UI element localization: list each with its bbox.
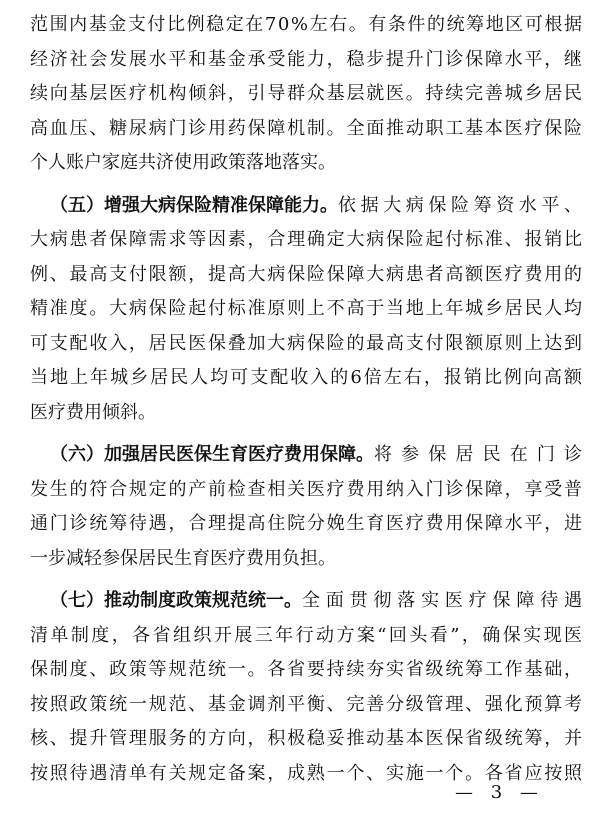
line-text: 通门诊统筹待遇，合理提高住院分娩生育医疗费用保障水平，进 <box>30 513 584 534</box>
body-line <box>0 722 615 756</box>
body-line <box>0 8 615 42</box>
body-line <box>0 327 615 361</box>
line-text: 精准度。大病保险起付标准原则上不高于当地上年城乡居民人均 <box>30 298 584 319</box>
line-text: 例、最高支付限额，提高大病保险保障大病患者高额医疗费用的 <box>30 263 584 285</box>
body-line <box>0 438 615 472</box>
line-text: 可支配收入，居民医保叠加大病保险的最高支付限额原则上达到 <box>30 332 584 354</box>
body-line <box>0 542 615 576</box>
line-text: 按照政策统一规范、基金调剂平衡、完善分级管理、强化预算考 <box>30 693 584 715</box>
section-heading: （七）推动制度政策规范统一。 <box>50 590 302 611</box>
line-text: 范围内基金支付比例稳定在70%左右。有条件的统筹地区可根据 <box>30 14 584 35</box>
body-line <box>0 112 615 146</box>
body-line <box>0 619 615 653</box>
line-text: 依据大病保险筹资水平、 <box>338 194 587 216</box>
line-text: 核、提升管理服务的方向，积极稳妥推动基本医保省级统筹，并 <box>30 728 584 749</box>
body-line <box>0 258 615 292</box>
body-line <box>0 43 615 77</box>
line-text: 经济社会发展水平和基金承受能力，稳步提升门诊保障水平，继 <box>30 48 584 70</box>
line-text: 高血压、糖尿病门诊用药保障机制。全面推动职工基本医疗保险 <box>30 117 584 139</box>
line-text: 全面贯彻落实医疗保障待遇 <box>302 590 588 611</box>
line-text: 续向基层医疗机构倾斜，引导群众基层就医。持续完善城乡居民 <box>30 83 584 104</box>
body-line <box>0 77 615 111</box>
line-text: 当地上年城乡居民人均可支配收入的6倍左右，报销比例向高额 <box>30 367 585 388</box>
body-line <box>0 292 615 326</box>
line-text: 发生的符合规定的产前检查相关医疗费用纳入门诊保障，享受普 <box>30 478 584 500</box>
line-text: 医疗费用倾斜。 <box>30 401 156 423</box>
body-line <box>0 653 615 687</box>
line-text: 一步减轻参保居民生育医疗费用负担。 <box>30 547 336 569</box>
line-text: 保制度、政策等规范统一。各省要持续夯实省级统筹工作基础， <box>30 659 584 680</box>
line-text: 按照待遇清单有关规定备案，成熟一个、实施一个。各省应按照 <box>30 762 584 784</box>
page-number: — 3 — <box>455 782 544 803</box>
body-line <box>0 584 615 618</box>
line-text: 清单制度，各省组织开展三年行动方案“回头看”，确保实现医 <box>30 624 585 646</box>
section-heading: （五）增强大病保险精准保障能力。 <box>50 194 338 216</box>
line-text: 大病患者保障需求等因素，合理确定大病保险起付标准、报销比 <box>30 229 584 250</box>
body-line <box>0 473 615 507</box>
body-line <box>0 507 615 541</box>
line-text: 个人账户家庭共济使用政策落地落实。 <box>30 152 336 173</box>
body-line <box>0 396 615 430</box>
body-line <box>0 146 615 180</box>
body-line <box>0 223 615 257</box>
body-line <box>0 688 615 722</box>
section-heading: （六）加强居民医保生育医疗费用保障。 <box>50 444 374 465</box>
body-line <box>0 189 615 223</box>
body-line <box>0 361 615 395</box>
line-text: 将参保居民在门诊 <box>374 444 592 465</box>
